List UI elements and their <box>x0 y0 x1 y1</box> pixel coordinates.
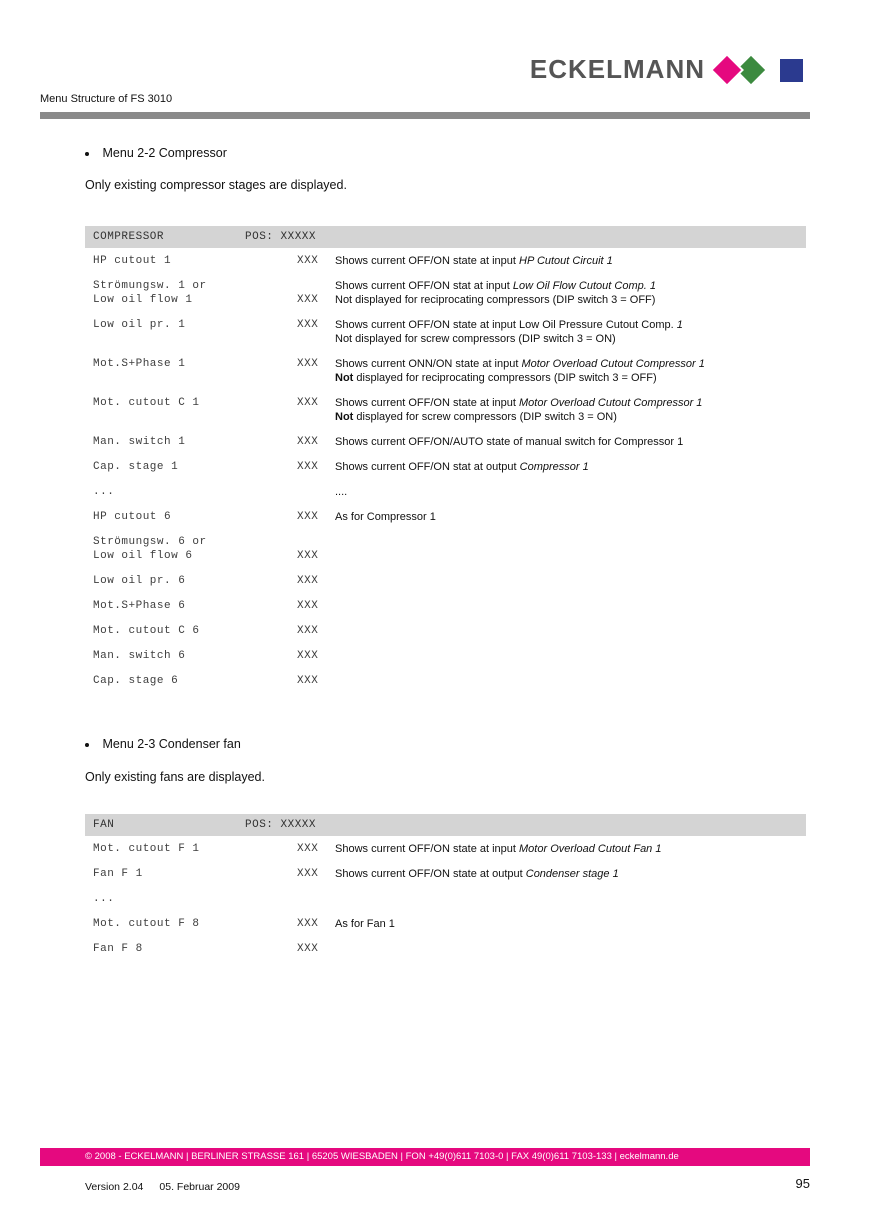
row-description: Shows current OFF/ON state at input Motor Overload Cutout Compressor 1 Not displayed for screw compressors (DIP switch 3 = ON) <box>335 396 703 423</box>
table-row <box>85 568 806 593</box>
row-description <box>335 574 806 588</box>
table-row <box>85 351 806 390</box>
row-name: HP cutout 1 <box>93 254 172 267</box>
row-name: Mot.S+Phase 1 <box>93 357 186 370</box>
row-description <box>335 599 806 613</box>
logo-pink-diamond-icon <box>713 55 741 83</box>
fan-table <box>85 814 806 961</box>
row-description: Shows current OFF/ON stat at input Low Oil Flow Cutout Comp. 1 Not displayed for reciprocating compressors (DIP switch 3 = OFF) <box>335 279 656 306</box>
logo-mark <box>714 56 810 84</box>
table-row <box>85 273 806 312</box>
table-row <box>85 454 806 479</box>
table-pos-label: POS: XXXXX <box>245 231 317 243</box>
row-description <box>335 624 806 638</box>
section-title-menu-2-2: Menu 2-2 Compressor <box>102 146 227 160</box>
row-value: XXX <box>297 460 319 473</box>
table-row <box>85 836 806 861</box>
table-row <box>85 668 806 693</box>
row-name: Cap. stage 6 <box>93 674 179 687</box>
row-value: XXX <box>297 396 319 409</box>
page-number: 95 <box>795 1176 810 1191</box>
version-text: Version 2.04 <box>85 1181 144 1193</box>
row-description: Shows current OFF/ON state at input HP Cutout Circuit 1 <box>335 254 613 267</box>
section-title-menu-2-3: Menu 2-3 Condenser fan <box>102 737 241 751</box>
table-header <box>85 226 806 248</box>
version-date: 05. Februar 2009 <box>159 1181 240 1193</box>
table-row <box>85 429 806 454</box>
row-value: XXX <box>297 649 319 662</box>
table-row <box>85 593 806 618</box>
row-description: Shows current OFF/ON/AUTO state of manual switch for Compressor 1 <box>335 435 684 448</box>
table-row <box>85 886 806 911</box>
row-name: Mot. cutout F 1 <box>93 842 200 855</box>
table-row <box>85 936 806 961</box>
row-description: Shows current ONN/ON state at input Motor Overload Cutout Compressor 1 Not displayed for reciprocating compressors (DIP switch 3 = OFF) <box>335 357 705 384</box>
row-value: XXX <box>297 599 319 612</box>
table-row <box>85 390 806 429</box>
row-description <box>335 674 806 688</box>
row-value: XXX <box>297 574 319 587</box>
table-row <box>85 861 806 886</box>
row-name: Mot. cutout C 6 <box>93 624 200 637</box>
row-value <box>245 892 335 906</box>
row-value: XXX <box>297 435 319 448</box>
row-value <box>245 485 335 499</box>
logo-wordmark: ECKELMANN <box>529 54 705 84</box>
row-description <box>335 892 806 906</box>
row-name: Mot. cutout F 8 <box>93 917 200 930</box>
document-header-label: Menu Structure of FS 3010 <box>40 93 173 105</box>
section-intro-fan: Only existing fans are displayed. <box>85 770 265 784</box>
row-description: Shows current OFF/ON state at output Condenser stage 1 <box>335 867 619 880</box>
row-value: XXX <box>297 674 319 687</box>
row-name: Man. switch 6 <box>93 649 186 662</box>
row-name: Fan F 8 <box>93 942 143 955</box>
row-value: XXX <box>297 942 319 955</box>
row-description: .... <box>335 485 348 498</box>
row-value: XXX <box>297 917 319 930</box>
row-name: Low oil pr. 6 <box>93 574 186 587</box>
row-name: HP cutout 6 <box>93 510 172 523</box>
table-pos-label: POS: XXXXX <box>245 819 317 831</box>
row-value: XXX <box>297 254 319 267</box>
row-name: Mot. cutout C 1 <box>93 396 200 409</box>
table-title: COMPRESSOR <box>93 231 165 243</box>
table-row <box>85 618 806 643</box>
section-intro-compressor: Only existing compressor stages are displayed. <box>85 178 347 192</box>
row-description: Shows current OFF/ON state at input Low Oil Pressure Cutout Comp. 1 Not displayed for screw compressors (DIP switch 3 = ON) <box>335 318 683 345</box>
row-value: XXX <box>297 867 319 880</box>
header-rule <box>40 112 810 119</box>
row-value: XXX <box>297 357 319 370</box>
row-value: XXX <box>297 293 319 306</box>
row-name: Cap. stage 1 <box>93 460 179 473</box>
table-title: FAN <box>93 819 115 831</box>
logo-blue-square-icon <box>780 59 803 82</box>
row-description <box>335 649 806 663</box>
table-row <box>85 479 806 504</box>
row-description <box>335 942 806 956</box>
row-name: Man. switch 1 <box>93 435 186 448</box>
row-value: XXX <box>297 318 319 331</box>
table-row <box>85 643 806 668</box>
version-line <box>85 1181 240 1193</box>
table-row <box>85 529 806 568</box>
row-description: As for Compressor 1 <box>335 510 436 523</box>
row-name: Low oil pr. 1 <box>93 318 186 331</box>
row-value: XXX <box>297 510 319 523</box>
row-name: ... <box>93 892 115 905</box>
row-description <box>335 535 806 563</box>
table-row <box>85 911 806 936</box>
row-name: Mot.S+Phase 6 <box>93 599 186 612</box>
compressor-table-rows <box>85 248 806 693</box>
eckelmann-logo <box>530 54 810 85</box>
row-name: Fan F 1 <box>93 867 143 880</box>
table-row <box>85 504 806 529</box>
table-row <box>85 248 806 273</box>
row-value: XXX <box>297 842 319 855</box>
row-description: As for Fan 1 <box>335 917 395 930</box>
table-header <box>85 814 806 836</box>
row-description: Shows current OFF/ON state at input Motor Overload Cutout Fan 1 <box>335 842 662 855</box>
table-row <box>85 312 806 351</box>
row-value: XXX <box>297 549 319 562</box>
row-name: ... <box>93 485 115 498</box>
footer-address-bar: © 2008 - ECKELMANN | BERLINER STRASSE 161 | 65205 WIESBADEN | FON +49(0)611 7103-0 | FAX 49(0)611 7103-133 | eckelmann.de <box>40 1148 810 1166</box>
compressor-table <box>85 226 806 693</box>
fan-table-rows <box>85 836 806 961</box>
row-description: Shows current OFF/ON stat at output Compressor 1 <box>335 460 589 473</box>
row-value: XXX <box>297 624 319 637</box>
row-name: Strömungsw. 6 or Low oil flow 6 <box>93 535 207 562</box>
row-name: Strömungsw. 1 or Low oil flow 1 <box>93 279 207 306</box>
